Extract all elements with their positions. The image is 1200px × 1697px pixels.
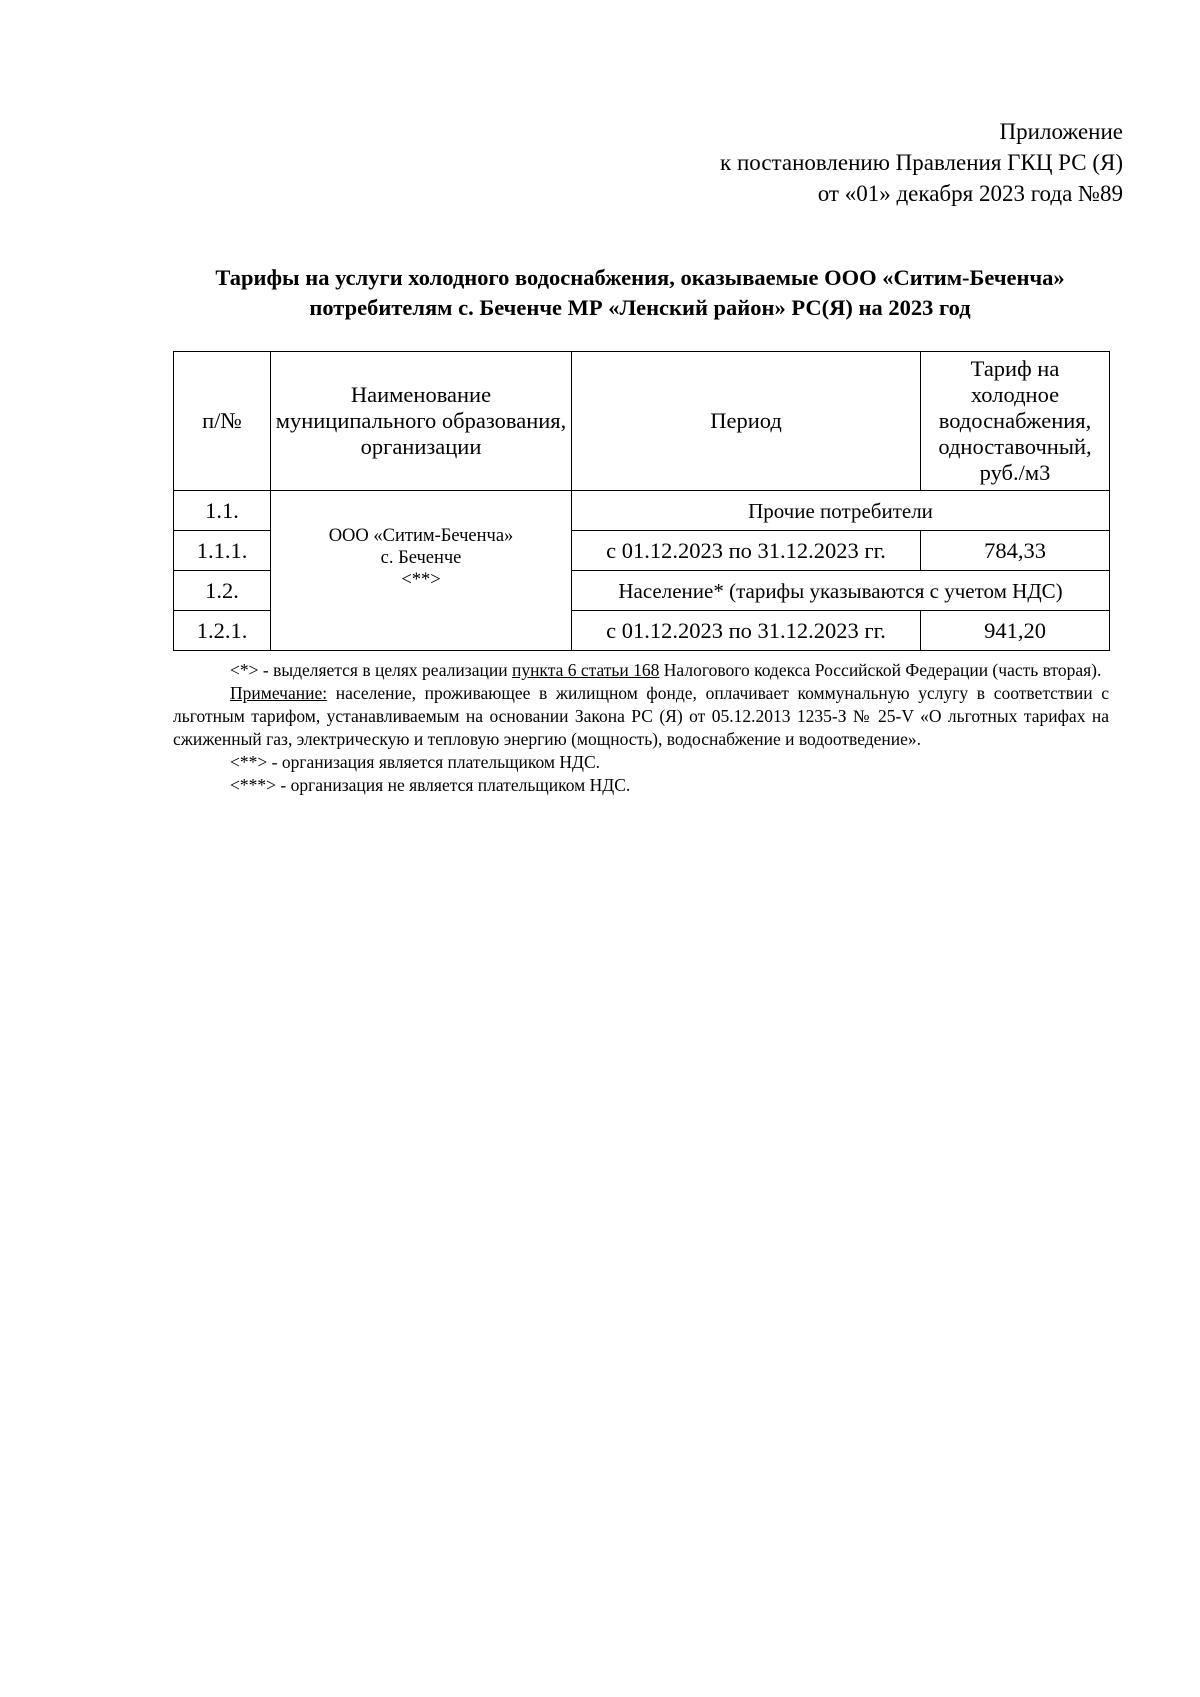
appendix-resolution: к постановлению Правления ГКЦ РС (Я) (720, 150, 1123, 175)
header-num: п/№ (174, 352, 271, 491)
appendix-header (720, 116, 1123, 209)
header-period: Период (572, 352, 921, 491)
footnote-vat-payer: <**> - организация является плательщиком НДС. (230, 752, 600, 772)
title-line-2: потребителям с. Беченче МР «Ленский район» РС(Я) на 2023 год (309, 295, 971, 320)
organization-name: ООО «Ситим-Беченча» (328, 526, 514, 546)
row-period: с 01.12.2023 по 31.12.2023 гг. (572, 531, 921, 571)
row-num: 1.1. (174, 491, 271, 531)
row-group-label: Прочие потребители (572, 491, 1110, 531)
table-header-row (174, 352, 1110, 491)
header-name: Наименование муниципального образования, организации (271, 352, 572, 491)
organization-cell (271, 491, 572, 651)
remark-label: Примечание: (230, 683, 328, 703)
row-num: 1.2. (174, 571, 271, 611)
remark-text: население, проживающее в жилищном фонде, оплачивает коммунальную услугу в соответствии с льготным тарифом, устанавливаемым на основании Закона РС (Я) от 05.12.2013 1235-З № 25-V «О льготных тарифах на сжиженный газ, электрическую и тепловую энергию (мощность), водоснабжение и водоотведение». (173, 683, 1109, 749)
footnote-vat-allocation (173, 659, 1109, 682)
row-tariff: 941,20 (921, 611, 1110, 651)
row-num: 1.1.1. (174, 531, 271, 571)
header-tariff: Тариф на холодное водоснабжения, одноставочный, руб./м3 (921, 352, 1110, 491)
footnote-text: Налогового кодекса Российской Федерации (часть вторая). (659, 660, 1102, 680)
row-num: 1.2.1. (174, 611, 271, 651)
footnotes (173, 659, 1109, 797)
footnote-non-vat-payer: <***> - организация не является плательщиком НДС. (230, 775, 631, 795)
table-row (174, 491, 1110, 531)
organization-village: с. Беченче (380, 548, 462, 568)
row-group-label: Население* (тарифы указываются с учетом НДС) (572, 571, 1110, 611)
tariff-table (173, 351, 1110, 651)
appendix-label: Приложение (999, 119, 1123, 144)
document-title (160, 263, 1120, 323)
row-tariff: 784,33 (921, 531, 1110, 571)
tax-code-link[interactable]: пункта 6 статьи 168 (511, 660, 660, 680)
appendix-date: от «01» декабря 2023 года №89 (817, 181, 1123, 206)
row-period: с 01.12.2023 по 31.12.2023 гг. (572, 611, 921, 651)
footnote-remark (173, 682, 1109, 751)
title-line-1: Тарифы на услуги холодного водоснабжения, оказываемые ООО «Ситим-Беченча» (215, 265, 1065, 290)
organization-note-mark: <**> (401, 570, 441, 590)
footnote-text: <*> - выделяется в целях реализации (230, 660, 512, 680)
